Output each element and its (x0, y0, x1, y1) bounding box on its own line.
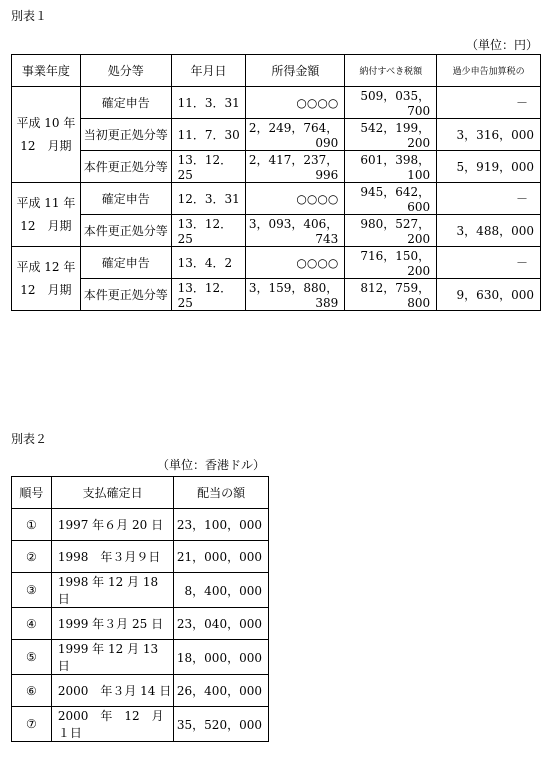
sequence-cell: ⑤ (12, 640, 52, 675)
income-cell: 2，249，764，090 (246, 119, 345, 151)
fiscal-year-line1: 平成 10 年 (16, 115, 76, 130)
sequence-cell: ④ (12, 608, 52, 640)
date-cell: 13．12．25 (171, 279, 246, 311)
payment-date-cell: 1999 年３月 25 日 (51, 608, 174, 640)
penalty-cell: 3，488，000 (437, 215, 541, 247)
header-tax-due: 納付すべき税額 (345, 55, 437, 87)
income-cell: 2，417，237，996 (246, 151, 345, 183)
income-cell: 3，093，406，743 (246, 215, 345, 247)
date-cell: 13．4．2 (171, 247, 246, 279)
action-cell: 確定申告 (80, 87, 171, 119)
table-row (12, 279, 541, 311)
payment-date-cell: 2000 年 12 月１日 (51, 707, 174, 742)
fiscal-year-cell (12, 247, 81, 311)
dividend-cell: 23，040，000 (174, 608, 269, 640)
table1-header-row (12, 55, 541, 87)
date-cell: 11．7．30 (171, 119, 246, 151)
table-row (12, 119, 541, 151)
sequence-cell: ⑥ (12, 675, 52, 707)
income-cell: 3，159，880，389 (246, 279, 345, 311)
payment-date-cell: 1999 年 12 月 13 日 (51, 640, 174, 675)
tax-cell: 601，398，100 (345, 151, 437, 183)
table-row (12, 675, 269, 707)
table-row (12, 151, 541, 183)
penalty-cell: － (437, 87, 541, 119)
action-cell: 本件更正処分等 (80, 279, 171, 311)
fiscal-year-line1: 平成 11 年 (16, 195, 76, 210)
tax-cell: 509，035，700 (345, 87, 437, 119)
table2-title: 別表２ (11, 432, 48, 446)
sequence-cell: ① (12, 509, 52, 541)
tax-cell: 945，642，600 (345, 183, 437, 215)
fiscal-year-cell (12, 183, 81, 247)
penalty-cell: 3，316，000 (437, 119, 541, 151)
payment-date-cell: 1998 年 12 月 18 日 (51, 573, 174, 608)
tax-cell: 812，759，800 (345, 279, 437, 311)
table-row (12, 573, 269, 608)
dividend-cell: 21，000，000 (174, 541, 269, 573)
tax-cell: 716，150，200 (345, 247, 437, 279)
header-sequence: 順号 (12, 477, 52, 509)
dividend-cell: 23，100，000 (174, 509, 269, 541)
table-row (12, 215, 541, 247)
fiscal-year-line1: 平成 12 年 (16, 259, 76, 274)
fiscal-year-line2: 12 月期 (20, 218, 72, 233)
table-row (12, 247, 541, 279)
header-date: 年月日 (171, 55, 246, 87)
table2-unit: （単位：香港ドル） (157, 458, 266, 472)
table1 (11, 54, 541, 311)
table-row (12, 608, 269, 640)
action-cell: 本件更正処分等 (80, 215, 171, 247)
action-cell: 確定申告 (80, 247, 171, 279)
action-cell: 確定申告 (80, 183, 171, 215)
header-dividend-amount: 配当の額 (174, 477, 269, 509)
table-row (12, 707, 269, 742)
dividend-cell: 18，000，000 (174, 640, 269, 675)
date-cell: 11．3．31 (171, 87, 246, 119)
table2 (11, 476, 269, 742)
table-row (12, 541, 269, 573)
sequence-cell: ② (12, 541, 52, 573)
fiscal-year-line2: 12 月期 (20, 138, 72, 153)
payment-date-cell: 1998 年３月９日 (51, 541, 174, 573)
fiscal-year-cell (12, 87, 81, 183)
income-cell: ○○○○ (246, 183, 345, 215)
fiscal-year-line2: 12 月期 (20, 282, 72, 297)
header-penalty: 過少申告加算税の (437, 55, 541, 87)
header-income: 所得金額 (246, 55, 345, 87)
dividend-cell: 8，400，000 (174, 573, 269, 608)
table1-title: 別表１ (11, 9, 48, 23)
date-cell: 12．3．31 (171, 183, 246, 215)
dividend-cell: 26，400，000 (174, 675, 269, 707)
table-row (12, 183, 541, 215)
payment-date-cell: 1997 年６月 20 日 (51, 509, 174, 541)
penalty-cell: 5，919，000 (437, 151, 541, 183)
income-cell: ○○○○ (246, 87, 345, 119)
header-payment-date: 支払確定日 (51, 477, 174, 509)
dividend-cell: 35，520，000 (174, 707, 269, 742)
tax-cell: 542，199，200 (345, 119, 437, 151)
table2-header-row (12, 477, 269, 509)
table-row (12, 87, 541, 119)
table1-unit: （単位：円） (465, 38, 538, 52)
date-cell: 13．12．25 (171, 151, 246, 183)
date-cell: 13．12．25 (171, 215, 246, 247)
table-row (12, 509, 269, 541)
sequence-cell: ⑦ (12, 707, 52, 742)
action-cell: 当初更正処分等 (80, 119, 171, 151)
penalty-cell: － (437, 247, 541, 279)
income-cell: ○○○○ (246, 247, 345, 279)
penalty-cell: 9，630，000 (437, 279, 541, 311)
tax-cell: 980，527，200 (345, 215, 437, 247)
action-cell: 本件更正処分等 (80, 151, 171, 183)
sequence-cell: ③ (12, 573, 52, 608)
header-action: 処分等 (80, 55, 171, 87)
header-fiscal-year: 事業年度 (12, 55, 81, 87)
table-row (12, 640, 269, 675)
payment-date-cell: 2000 年３月 14 日 (51, 675, 174, 707)
penalty-cell: － (437, 183, 541, 215)
